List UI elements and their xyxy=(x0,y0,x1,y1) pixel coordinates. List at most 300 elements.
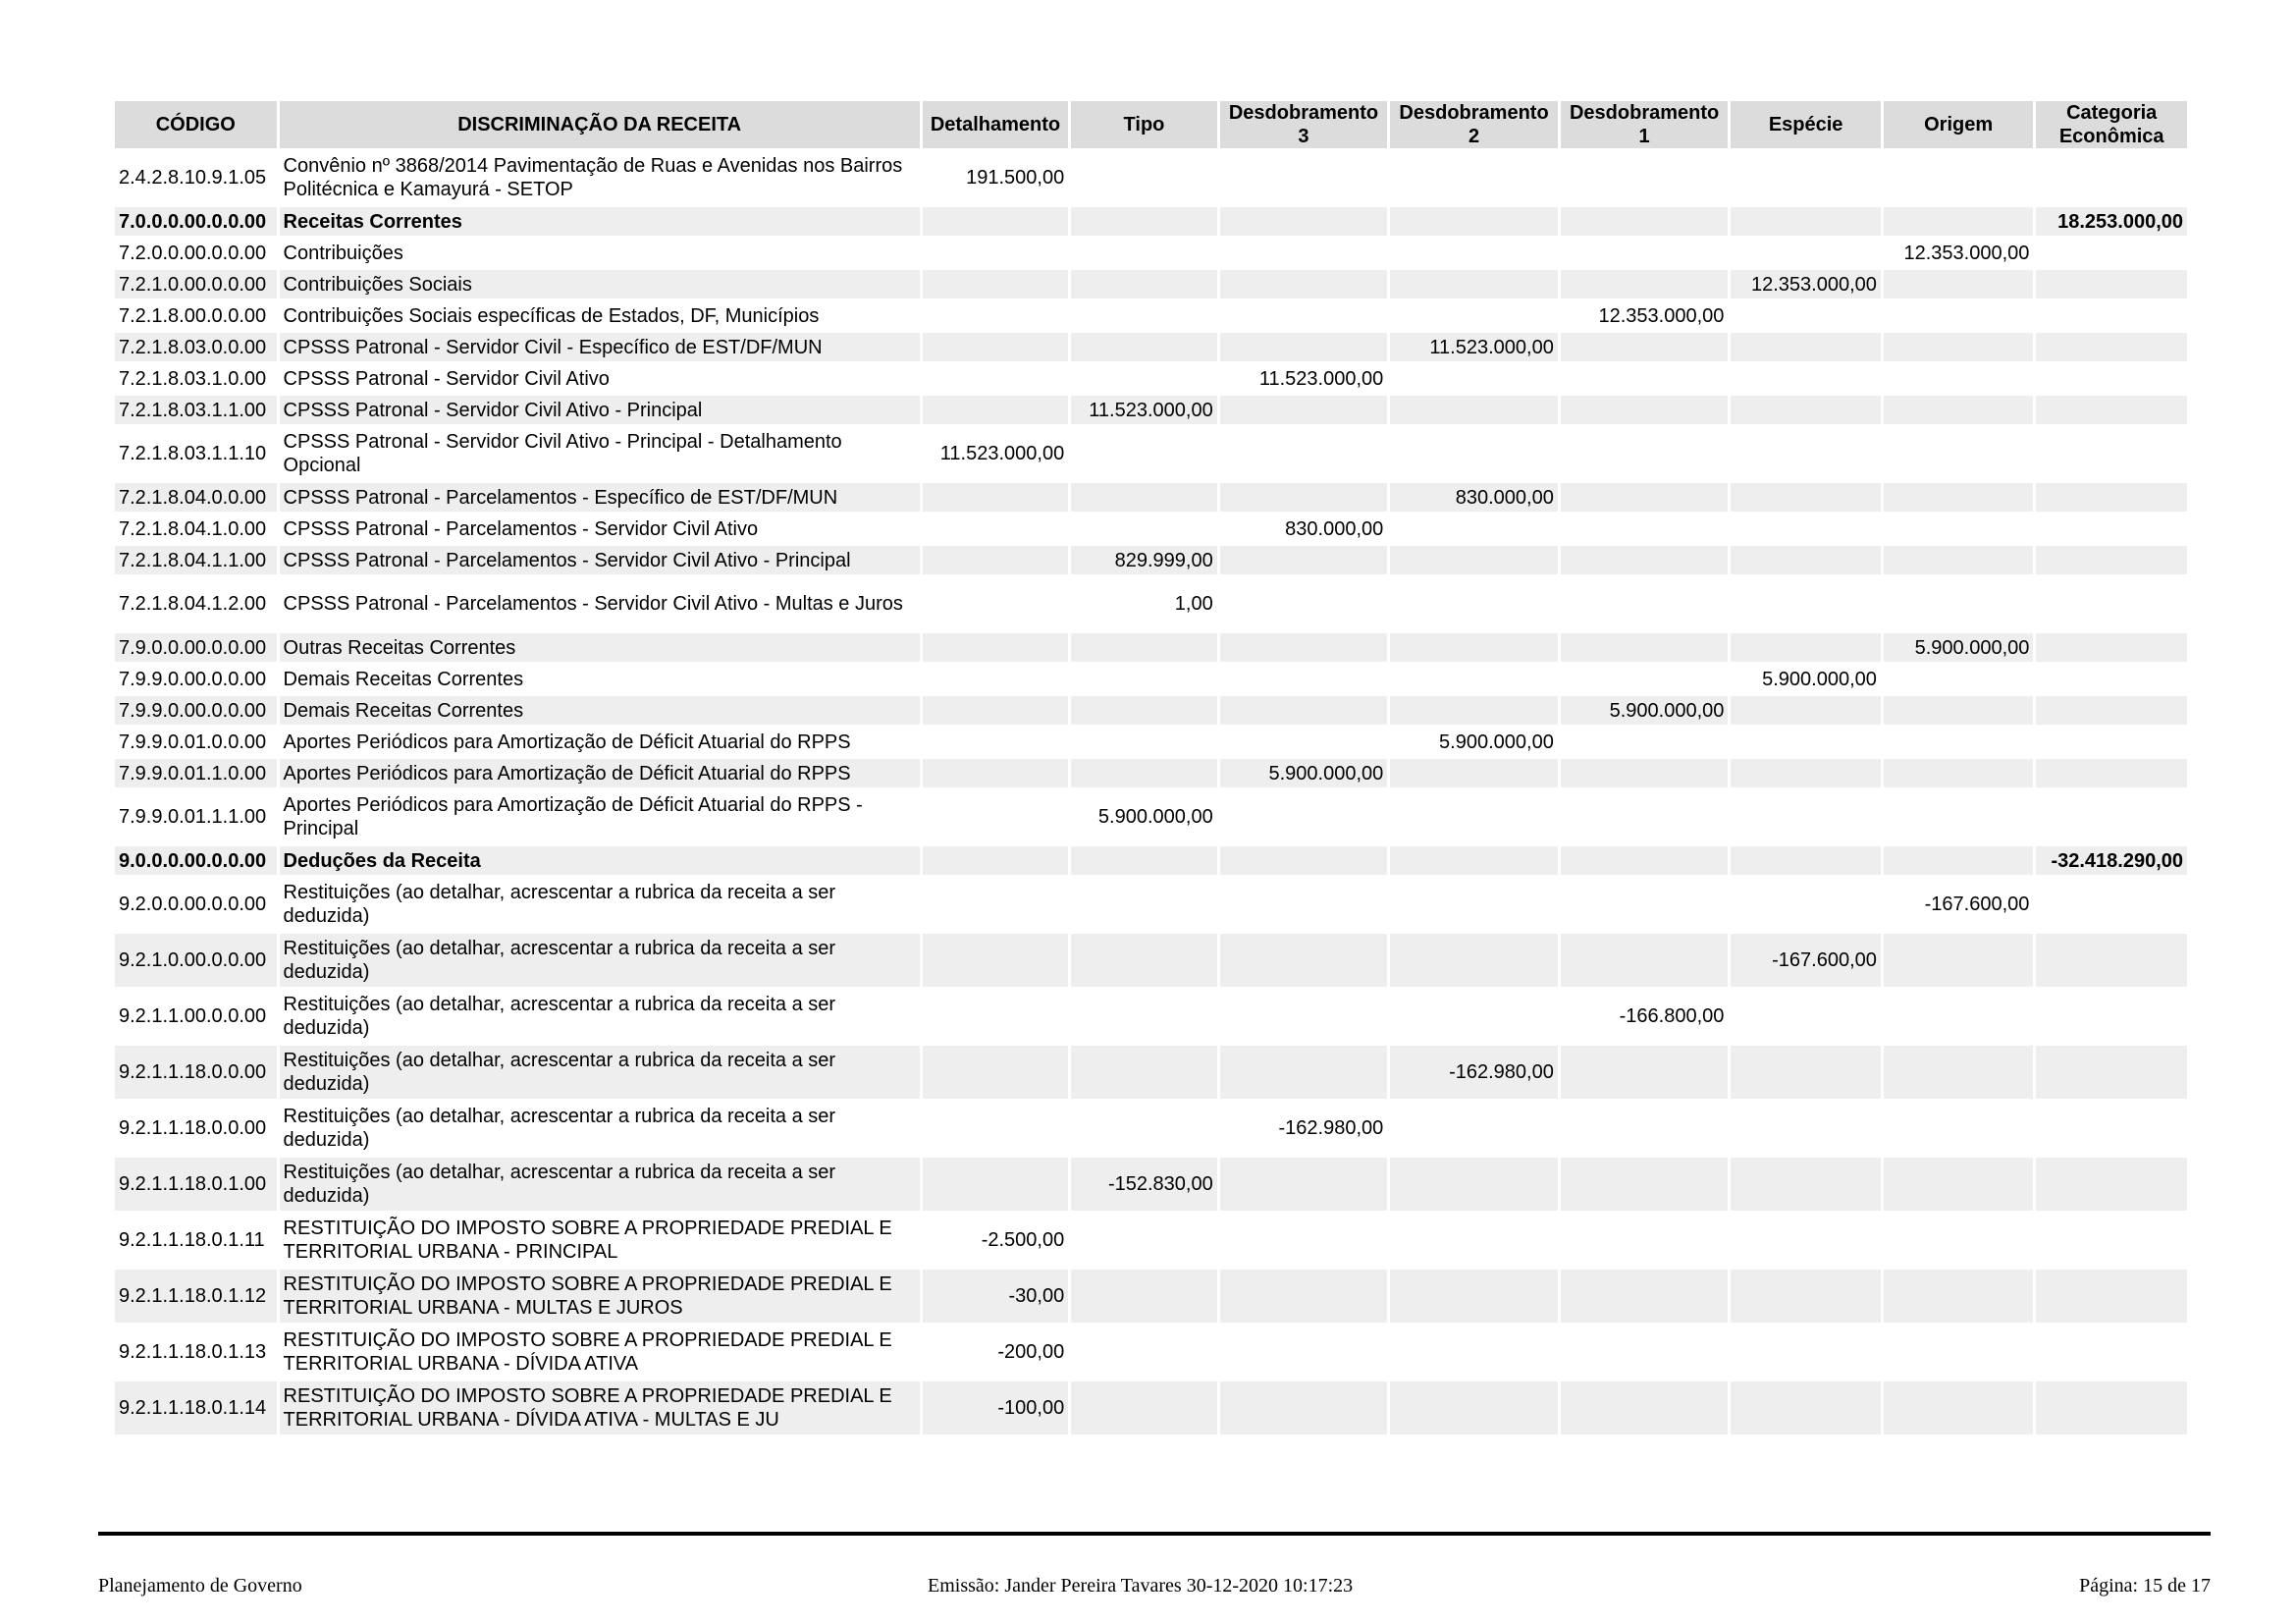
cell-ori xyxy=(1884,514,2034,543)
cell-discriminacao: RESTITUIÇÃO DO IMPOSTO SOBRE A PROPRIEDADE PREDIAL E TERRITORIAL URBANA - DÍVIDA ATIVA xyxy=(280,1326,920,1379)
cell-cat xyxy=(2036,1158,2187,1211)
header-desdobramento-1 xyxy=(1561,101,1729,148)
cell-d1 xyxy=(1561,239,1729,267)
cell-ori xyxy=(1884,577,2034,630)
cell-codigo: 7.2.1.8.04.1.2.00 xyxy=(115,577,277,630)
cell-cat xyxy=(2036,333,2187,361)
cell-ori xyxy=(1884,207,2034,236)
cell-d2 xyxy=(1390,665,1558,693)
cell-ori xyxy=(1884,1214,2034,1267)
cell-d1 xyxy=(1561,1270,1729,1323)
cell-discriminacao: Aportes Periódicos para Amortização de Déficit Atuarial do RPPS xyxy=(280,759,920,787)
cell-det xyxy=(923,934,1068,987)
cell-esp xyxy=(1731,1102,1881,1155)
cell-d2 xyxy=(1390,427,1558,480)
cell-d2 xyxy=(1390,151,1558,204)
cell-ori xyxy=(1884,759,2034,787)
cell-d1 xyxy=(1561,427,1729,480)
cell-d2 xyxy=(1390,1381,1558,1435)
cell-discriminacao: CPSSS Patronal - Servidor Civil - Específico de EST/DF/MUN xyxy=(280,333,920,361)
cell-ori: 12.353.000,00 xyxy=(1884,239,2034,267)
cell-det xyxy=(923,728,1068,756)
cell-d1 xyxy=(1561,1046,1729,1099)
cell-esp xyxy=(1731,790,1881,843)
cell-d3 xyxy=(1220,934,1388,987)
table-row xyxy=(115,1102,2187,1155)
cell-tipo xyxy=(1071,301,1216,330)
table-row xyxy=(115,990,2187,1043)
cell-codigo: 9.0.0.0.00.0.0.00 xyxy=(115,846,277,875)
cell-det xyxy=(923,207,1068,236)
cell-det: -2.500,00 xyxy=(923,1214,1068,1267)
cell-d1 xyxy=(1561,846,1729,875)
cell-d2 xyxy=(1390,759,1558,787)
cell-esp xyxy=(1731,514,1881,543)
cell-codigo: 7.2.0.0.00.0.0.00 xyxy=(115,239,277,267)
header-discriminacao: DISCRIMINAÇÃO DA RECEITA xyxy=(280,101,920,148)
cell-d1 xyxy=(1561,396,1729,424)
cell-det xyxy=(923,270,1068,298)
cell-discriminacao: Restituições (ao detalhar, acrescentar a rubrica da receita a ser deduzida) xyxy=(280,878,920,931)
cell-d1 xyxy=(1561,878,1729,931)
cell-esp xyxy=(1731,151,1881,204)
cell-d2 xyxy=(1390,1326,1558,1379)
cell-det xyxy=(923,759,1068,787)
cell-codigo: 9.2.1.1.18.0.1.11 xyxy=(115,1214,277,1267)
cell-cat xyxy=(2036,151,2187,204)
cell-discriminacao: Restituições (ao detalhar, acrescentar a rubrica da receita a ser deduzida) xyxy=(280,990,920,1043)
cell-discriminacao: Aportes Periódicos para Amortização de Déficit Atuarial do RPPS - Principal xyxy=(280,790,920,843)
cell-tipo xyxy=(1071,151,1216,204)
cell-d1 xyxy=(1561,759,1729,787)
cell-d1 xyxy=(1561,483,1729,512)
cell-ori xyxy=(1884,333,2034,361)
cell-codigo: 9.2.1.1.18.0.0.00 xyxy=(115,1046,277,1099)
cell-d3 xyxy=(1220,846,1388,875)
cell-esp: 5.900.000,00 xyxy=(1731,665,1881,693)
cell-cat xyxy=(2036,1102,2187,1155)
cell-tipo xyxy=(1071,846,1216,875)
cell-tipo xyxy=(1071,878,1216,931)
cell-det xyxy=(923,364,1068,393)
cell-d2 xyxy=(1390,990,1558,1043)
cell-d1: -166.800,00 xyxy=(1561,990,1729,1043)
cell-esp xyxy=(1731,1158,1881,1211)
cell-esp xyxy=(1731,207,1881,236)
revenue-sheet xyxy=(115,98,2193,1437)
cell-ori xyxy=(1884,990,2034,1043)
cell-d3 xyxy=(1220,301,1388,330)
cell-det xyxy=(923,396,1068,424)
cell-tipo: 1,00 xyxy=(1071,577,1216,630)
cell-d2: -162.980,00 xyxy=(1390,1046,1558,1099)
footer-rule xyxy=(98,1532,2211,1536)
header-categoria-economica xyxy=(2036,101,2187,148)
cell-esp xyxy=(1731,990,1881,1043)
cell-cat: -32.418.290,00 xyxy=(2036,846,2187,875)
cell-esp xyxy=(1731,1046,1881,1099)
cell-det: -100,00 xyxy=(923,1381,1068,1435)
cell-det xyxy=(923,483,1068,512)
cell-tipo xyxy=(1071,207,1216,236)
cell-tipo xyxy=(1071,759,1216,787)
cell-discriminacao: Receitas Correntes xyxy=(280,207,920,236)
cell-discriminacao: CPSSS Patronal - Parcelamentos - Servidor Civil Ativo xyxy=(280,514,920,543)
cell-tipo xyxy=(1071,270,1216,298)
cell-esp xyxy=(1731,1326,1881,1379)
cell-d3 xyxy=(1220,665,1388,693)
cell-tipo xyxy=(1071,514,1216,543)
header-origem: Origem xyxy=(1884,101,2034,148)
table-row xyxy=(115,151,2187,204)
cell-discriminacao: Deduções da Receita xyxy=(280,846,920,875)
cell-d2 xyxy=(1390,364,1558,393)
cell-d2 xyxy=(1390,696,1558,725)
table-row xyxy=(115,1158,2187,1211)
cell-codigo: 7.9.9.0.00.0.0.00 xyxy=(115,665,277,693)
cell-d3 xyxy=(1220,1046,1388,1099)
cell-d3 xyxy=(1220,790,1388,843)
cell-det xyxy=(923,790,1068,843)
cell-codigo: 7.2.1.8.00.0.0.00 xyxy=(115,301,277,330)
cell-cat xyxy=(2036,514,2187,543)
cell-ori xyxy=(1884,364,2034,393)
cell-codigo: 7.0.0.0.00.0.0.00 xyxy=(115,207,277,236)
cell-codigo: 7.9.9.0.01.1.1.00 xyxy=(115,790,277,843)
table-row xyxy=(115,665,2187,693)
cell-esp: -167.600,00 xyxy=(1731,934,1881,987)
cell-d2: 5.900.000,00 xyxy=(1390,728,1558,756)
cell-ori xyxy=(1884,934,2034,987)
cell-d3 xyxy=(1220,1381,1388,1435)
table-row xyxy=(115,696,2187,725)
table-row xyxy=(115,577,2187,630)
cell-codigo: 9.2.1.1.18.0.1.12 xyxy=(115,1270,277,1323)
cell-tipo xyxy=(1071,1270,1216,1323)
cell-d2 xyxy=(1390,878,1558,931)
cell-d1 xyxy=(1561,546,1729,574)
cell-cat xyxy=(2036,633,2187,662)
cell-d1 xyxy=(1561,364,1729,393)
cell-det xyxy=(923,577,1068,630)
header-desdobramento-2 xyxy=(1390,101,1558,148)
cell-cat xyxy=(2036,483,2187,512)
table-row xyxy=(115,728,2187,756)
cell-esp xyxy=(1731,728,1881,756)
cell-det xyxy=(923,546,1068,574)
cell-esp xyxy=(1731,1214,1881,1267)
cell-d1: 5.900.000,00 xyxy=(1561,696,1729,725)
cell-ori xyxy=(1884,546,2034,574)
cell-tipo xyxy=(1071,483,1216,512)
cell-det xyxy=(923,1102,1068,1155)
header-cat-line1: Categoria xyxy=(2066,102,2158,124)
cell-codigo: 7.2.1.8.04.0.0.00 xyxy=(115,483,277,512)
cell-d1 xyxy=(1561,665,1729,693)
cell-d3 xyxy=(1220,633,1388,662)
table-row xyxy=(115,239,2187,267)
cell-codigo: 7.9.9.0.00.0.0.00 xyxy=(115,696,277,725)
cell-d2 xyxy=(1390,546,1558,574)
cell-d2 xyxy=(1390,1270,1558,1323)
cell-discriminacao: CPSSS Patronal - Servidor Civil Ativo - Principal - Detalhamento Opcional xyxy=(280,427,920,480)
header-desd3-line2: 3 xyxy=(1298,126,1309,147)
cell-d1 xyxy=(1561,934,1729,987)
cell-discriminacao: Contribuições Sociais xyxy=(280,270,920,298)
cell-d2 xyxy=(1390,270,1558,298)
cell-cat xyxy=(2036,934,2187,987)
cell-codigo: 9.2.1.0.00.0.0.00 xyxy=(115,934,277,987)
cell-d3 xyxy=(1220,207,1388,236)
cell-d1 xyxy=(1561,633,1729,662)
cell-d1 xyxy=(1561,1102,1729,1155)
cell-esp xyxy=(1731,396,1881,424)
cell-d3 xyxy=(1220,990,1388,1043)
cell-cat xyxy=(2036,1326,2187,1379)
cell-d3 xyxy=(1220,1214,1388,1267)
cell-det xyxy=(923,333,1068,361)
header-especie: Espécie xyxy=(1731,101,1881,148)
cell-det xyxy=(923,1046,1068,1099)
cell-codigo: 7.2.1.8.04.1.1.00 xyxy=(115,546,277,574)
table-row xyxy=(115,1270,2187,1323)
cell-esp xyxy=(1731,364,1881,393)
cell-d1 xyxy=(1561,1214,1729,1267)
cell-d1: 12.353.000,00 xyxy=(1561,301,1729,330)
cell-d1 xyxy=(1561,333,1729,361)
cell-d3: -162.980,00 xyxy=(1220,1102,1388,1155)
cell-ori xyxy=(1884,301,2034,330)
cell-esp xyxy=(1731,846,1881,875)
cell-d1 xyxy=(1561,1326,1729,1379)
cell-tipo: 5.900.000,00 xyxy=(1071,790,1216,843)
cell-codigo: 7.9.0.0.00.0.0.00 xyxy=(115,633,277,662)
cell-d3 xyxy=(1220,1270,1388,1323)
cell-codigo: 2.4.2.8.10.9.1.05 xyxy=(115,151,277,204)
cell-codigo: 9.2.1.1.18.0.1.00 xyxy=(115,1158,277,1211)
cell-cat xyxy=(2036,1270,2187,1323)
cell-tipo xyxy=(1071,1381,1216,1435)
header-desd2-line1: Desdobramento xyxy=(1399,102,1549,124)
cell-ori xyxy=(1884,1102,2034,1155)
cell-det xyxy=(923,1158,1068,1211)
cell-d3 xyxy=(1220,270,1388,298)
cell-d1 xyxy=(1561,514,1729,543)
cell-ori xyxy=(1884,1381,2034,1435)
cell-codigo: 7.2.1.8.03.1.1.00 xyxy=(115,396,277,424)
cell-det xyxy=(923,696,1068,725)
cell-codigo: 7.2.1.8.03.0.0.00 xyxy=(115,333,277,361)
cell-det xyxy=(923,301,1068,330)
table-row xyxy=(115,846,2187,875)
cell-d2 xyxy=(1390,577,1558,630)
cell-cat xyxy=(2036,577,2187,630)
table-row xyxy=(115,483,2187,512)
cell-tipo xyxy=(1071,333,1216,361)
cell-codigo: 7.2.1.0.00.0.0.00 xyxy=(115,270,277,298)
cell-cat xyxy=(2036,790,2187,843)
table-row xyxy=(115,427,2187,480)
cell-tipo xyxy=(1071,1102,1216,1155)
table-row xyxy=(115,633,2187,662)
header-desd1-line1: Desdobramento xyxy=(1569,102,1720,124)
cell-cat xyxy=(2036,427,2187,480)
cell-d2 xyxy=(1390,239,1558,267)
cell-esp xyxy=(1731,878,1881,931)
cell-discriminacao: Restituições (ao detalhar, acrescentar a rubrica da receita a ser deduzida) xyxy=(280,934,920,987)
cell-cat xyxy=(2036,364,2187,393)
cell-tipo xyxy=(1071,633,1216,662)
table-row xyxy=(115,364,2187,393)
cell-det xyxy=(923,665,1068,693)
cell-d3 xyxy=(1220,151,1388,204)
cell-d1 xyxy=(1561,1381,1729,1435)
cell-d3 xyxy=(1220,427,1388,480)
cell-codigo: 7.9.9.0.01.1.0.00 xyxy=(115,759,277,787)
cell-cat xyxy=(2036,878,2187,931)
cell-codigo: 9.2.1.1.18.0.1.14 xyxy=(115,1381,277,1435)
cell-d2: 11.523.000,00 xyxy=(1390,333,1558,361)
cell-cat xyxy=(2036,396,2187,424)
header-codigo: CÓDIGO xyxy=(115,101,277,148)
cell-ori xyxy=(1884,151,2034,204)
cell-tipo xyxy=(1071,934,1216,987)
cell-d3: 11.523.000,00 xyxy=(1220,364,1388,393)
cell-d2 xyxy=(1390,207,1558,236)
cell-cat xyxy=(2036,239,2187,267)
table-row xyxy=(115,1046,2187,1099)
cell-d3 xyxy=(1220,333,1388,361)
cell-d1 xyxy=(1561,790,1729,843)
cell-d2 xyxy=(1390,396,1558,424)
table-row xyxy=(115,878,2187,931)
table-header xyxy=(115,101,2187,148)
cell-esp xyxy=(1731,239,1881,267)
cell-det: -30,00 xyxy=(923,1270,1068,1323)
cell-ori xyxy=(1884,696,2034,725)
cell-ori xyxy=(1884,1158,2034,1211)
cell-cat xyxy=(2036,696,2187,725)
cell-d1 xyxy=(1561,728,1729,756)
cell-ori xyxy=(1884,270,2034,298)
header-cat-line2: Econômica xyxy=(2058,126,2164,147)
cell-d3 xyxy=(1220,483,1388,512)
cell-ori xyxy=(1884,1270,2034,1323)
cell-esp xyxy=(1731,301,1881,330)
cell-cat xyxy=(2036,301,2187,330)
table-row xyxy=(115,1214,2187,1267)
cell-tipo xyxy=(1071,990,1216,1043)
cell-tipo xyxy=(1071,1326,1216,1379)
cell-d2: 830.000,00 xyxy=(1390,483,1558,512)
cell-tipo xyxy=(1071,427,1216,480)
revenue-table xyxy=(112,98,2190,1437)
cell-d1 xyxy=(1561,207,1729,236)
cell-discriminacao: CPSSS Patronal - Servidor Civil Ativo xyxy=(280,364,920,393)
cell-ori xyxy=(1884,790,2034,843)
cell-esp xyxy=(1731,1381,1881,1435)
cell-cat: 18.253.000,00 xyxy=(2036,207,2187,236)
cell-esp xyxy=(1731,427,1881,480)
cell-det: -200,00 xyxy=(923,1326,1068,1379)
cell-cat xyxy=(2036,759,2187,787)
cell-cat xyxy=(2036,270,2187,298)
cell-d3 xyxy=(1220,396,1388,424)
cell-discriminacao: Demais Receitas Correntes xyxy=(280,665,920,693)
cell-ori xyxy=(1884,846,2034,875)
cell-codigo: 7.2.1.8.03.1.0.00 xyxy=(115,364,277,393)
cell-tipo xyxy=(1071,728,1216,756)
cell-d3 xyxy=(1220,239,1388,267)
cell-d2 xyxy=(1390,934,1558,987)
cell-codigo: 7.9.9.0.01.0.0.00 xyxy=(115,728,277,756)
table-row xyxy=(115,514,2187,543)
cell-d1 xyxy=(1561,577,1729,630)
cell-codigo: 9.2.1.1.00.0.0.00 xyxy=(115,990,277,1043)
cell-discriminacao: Aportes Periódicos para Amortização de Déficit Atuarial do RPPS xyxy=(280,728,920,756)
cell-tipo: 11.523.000,00 xyxy=(1071,396,1216,424)
cell-d2 xyxy=(1390,1102,1558,1155)
cell-codigo: 9.2.0.0.00.0.0.00 xyxy=(115,878,277,931)
cell-discriminacao: Contribuições xyxy=(280,239,920,267)
cell-det xyxy=(923,878,1068,931)
cell-cat xyxy=(2036,546,2187,574)
footer-department: Planejamento de Governo xyxy=(98,1575,302,1597)
cell-det xyxy=(923,846,1068,875)
cell-discriminacao: Convênio nº 3868/2014 Pavimentação de Ruas e Avenidas nos Bairros Politécnica e Kamayurá - SETOP xyxy=(280,151,920,204)
cell-esp xyxy=(1731,696,1881,725)
cell-d3 xyxy=(1220,728,1388,756)
cell-discriminacao: Demais Receitas Correntes xyxy=(280,696,920,725)
table-body xyxy=(115,151,2187,1435)
cell-ori xyxy=(1884,1046,2034,1099)
cell-det xyxy=(923,990,1068,1043)
cell-d3 xyxy=(1220,577,1388,630)
cell-d2 xyxy=(1390,846,1558,875)
cell-tipo: -152.830,00 xyxy=(1071,1158,1216,1211)
header-desd3-line1: Desdobramento xyxy=(1228,102,1379,124)
cell-discriminacao: Restituições (ao detalhar, acrescentar a rubrica da receita a ser deduzida) xyxy=(280,1046,920,1099)
cell-discriminacao: CPSSS Patronal - Parcelamentos - Servidor Civil Ativo - Principal xyxy=(280,546,920,574)
cell-ori xyxy=(1884,1326,2034,1379)
cell-d2 xyxy=(1390,790,1558,843)
cell-discriminacao: Outras Receitas Correntes xyxy=(280,633,920,662)
cell-cat xyxy=(2036,1046,2187,1099)
cell-codigo: 9.2.1.1.18.0.0.00 xyxy=(115,1102,277,1155)
cell-discriminacao: RESTITUIÇÃO DO IMPOSTO SOBRE A PROPRIEDADE PREDIAL E TERRITORIAL URBANA - MULTAS E JUROS xyxy=(280,1270,920,1323)
header-desdobramento-3 xyxy=(1220,101,1388,148)
cell-d3 xyxy=(1220,546,1388,574)
cell-d3: 5.900.000,00 xyxy=(1220,759,1388,787)
cell-ori xyxy=(1884,396,2034,424)
table-row xyxy=(115,790,2187,843)
cell-esp xyxy=(1731,1270,1881,1323)
cell-d1 xyxy=(1561,1158,1729,1211)
cell-esp xyxy=(1731,483,1881,512)
cell-d3 xyxy=(1220,1158,1388,1211)
cell-cat xyxy=(2036,1214,2187,1267)
cell-discriminacao: RESTITUIÇÃO DO IMPOSTO SOBRE A PROPRIEDADE PREDIAL E TERRITORIAL URBANA - PRINCIPAL xyxy=(280,1214,920,1267)
cell-d2 xyxy=(1390,514,1558,543)
header-desd1-line2: 1 xyxy=(1638,126,1650,147)
footer-page-number: Página: 15 de 17 xyxy=(2079,1575,2211,1597)
cell-discriminacao: CPSSS Patronal - Servidor Civil Ativo - Principal xyxy=(280,396,920,424)
cell-ori xyxy=(1884,728,2034,756)
cell-d3 xyxy=(1220,878,1388,931)
cell-ori xyxy=(1884,483,2034,512)
cell-d3: 830.000,00 xyxy=(1220,514,1388,543)
cell-esp xyxy=(1731,546,1881,574)
